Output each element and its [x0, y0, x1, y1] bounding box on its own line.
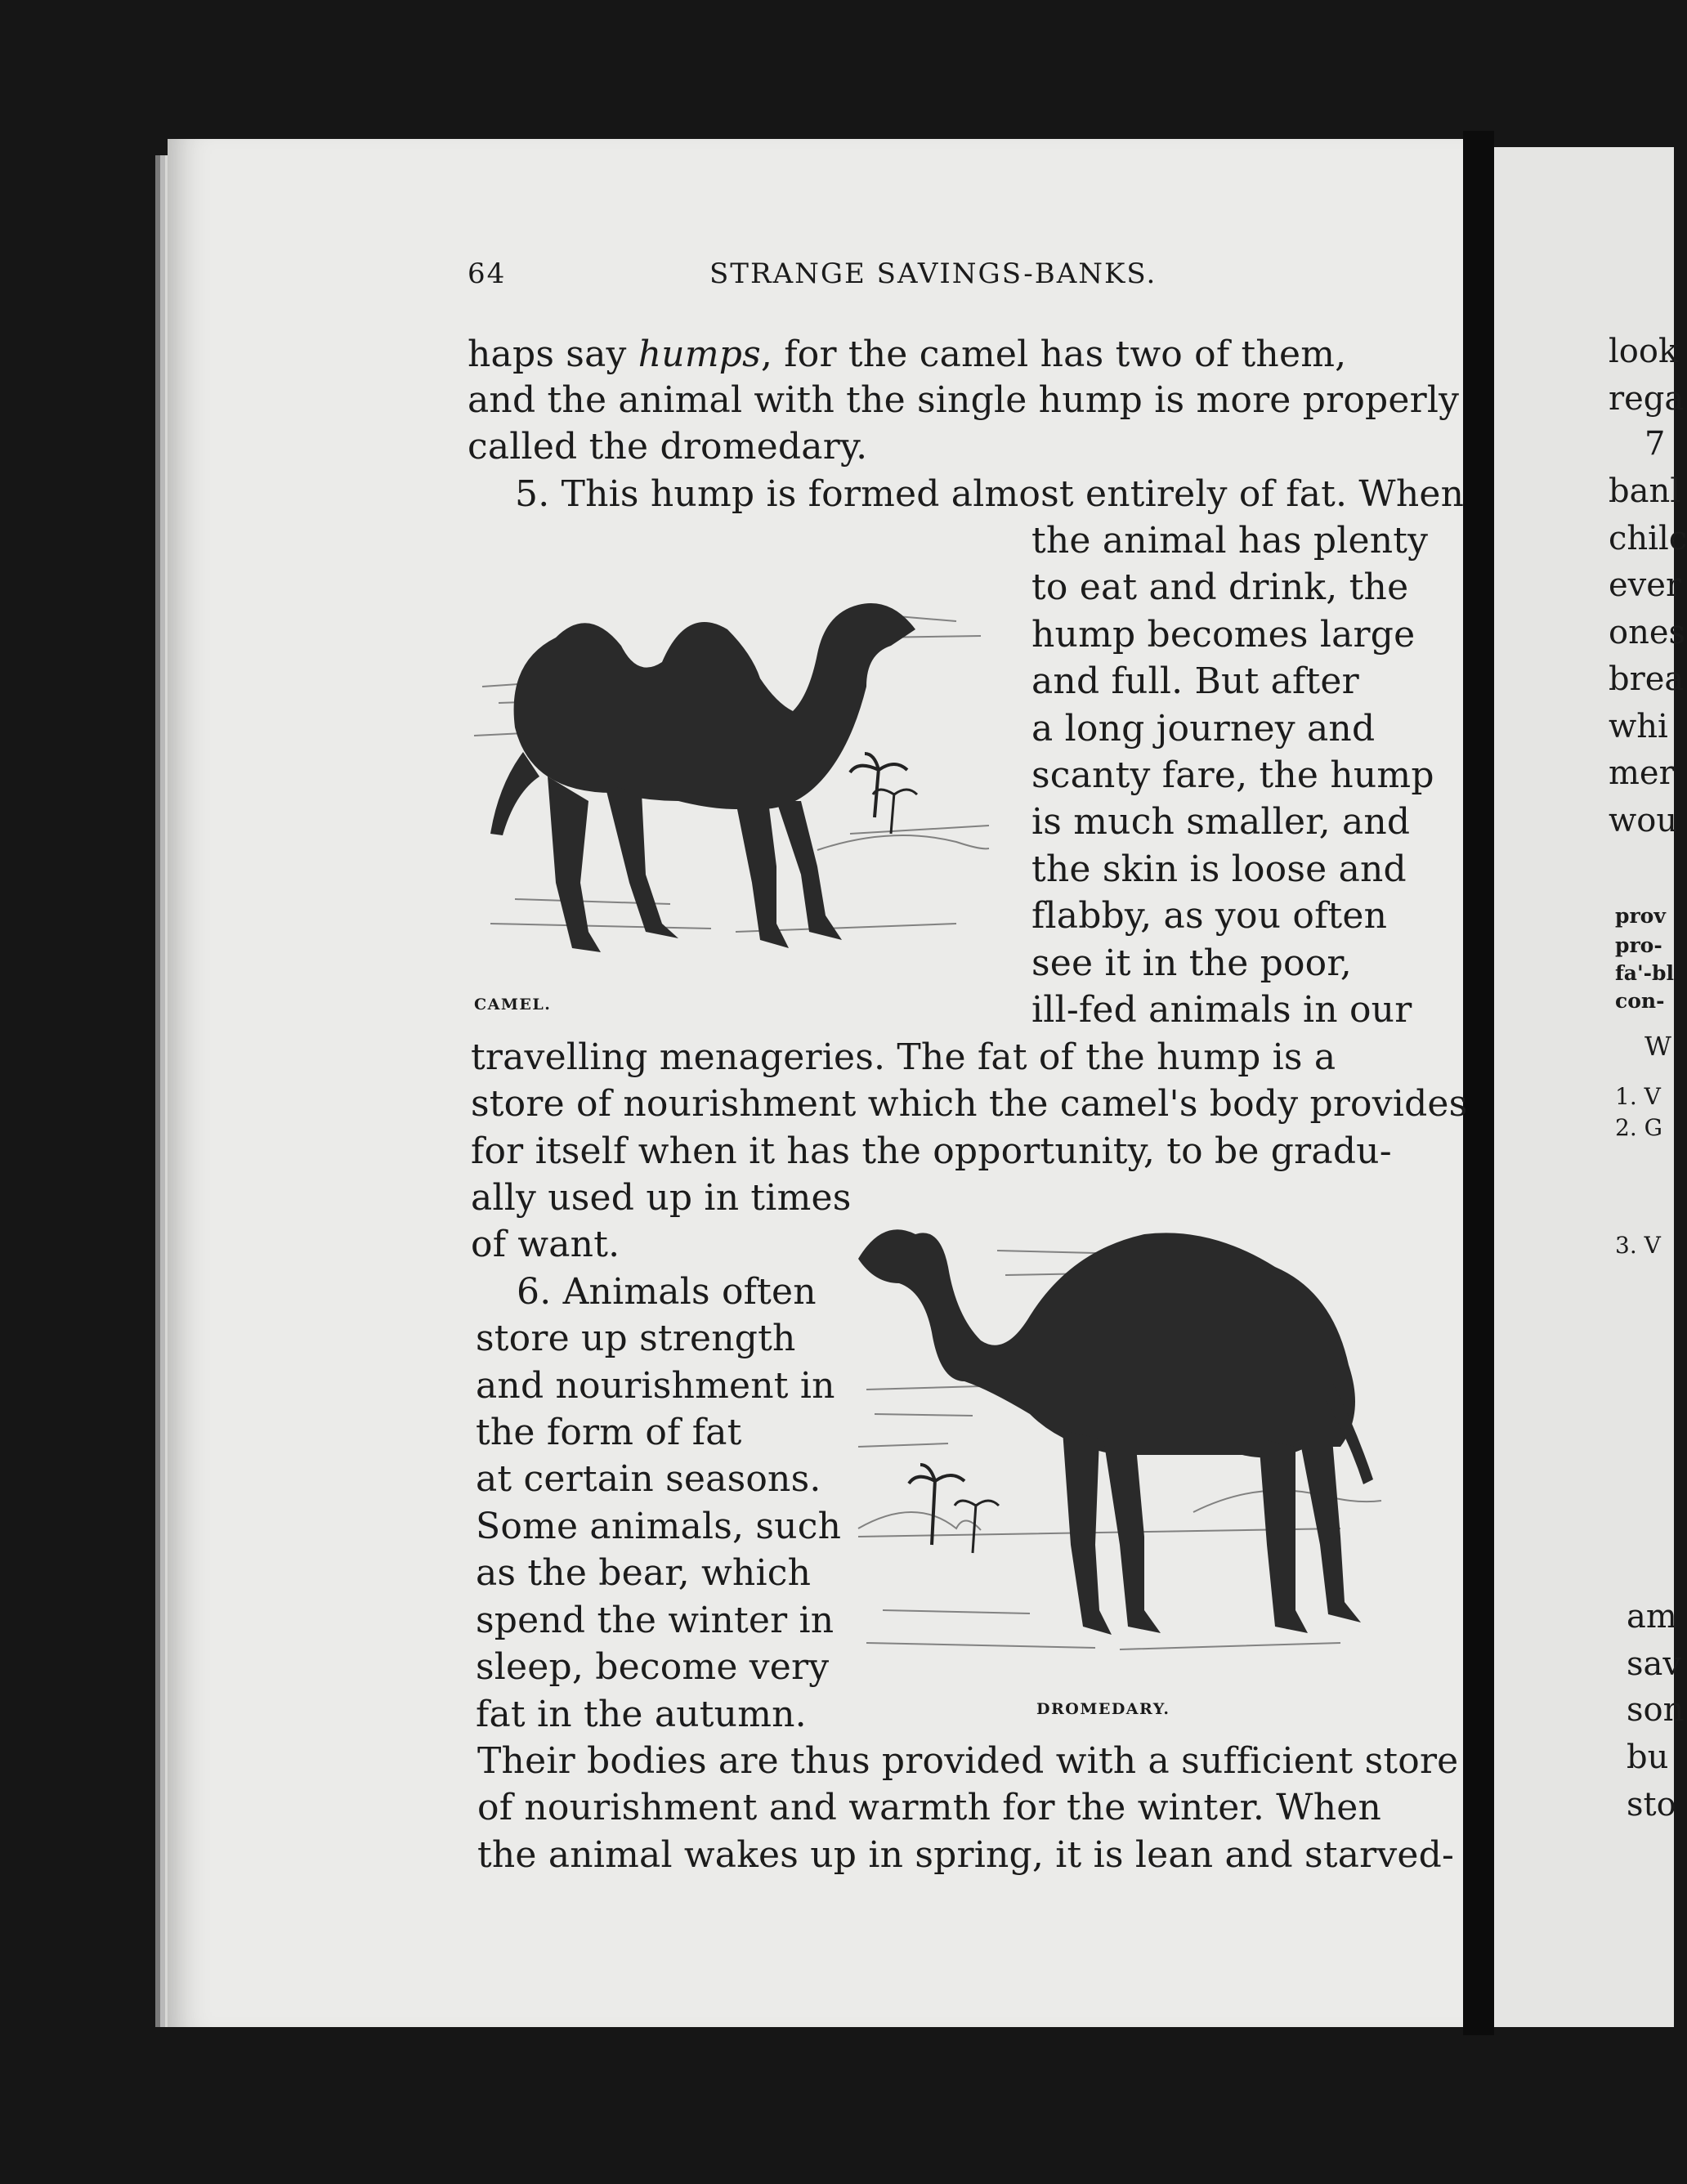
- text-line-24: the form of fat: [476, 1412, 742, 1453]
- right-bottom-2: sav: [1627, 1645, 1681, 1683]
- dromedary-caption: DROMEDARY.: [1036, 1700, 1170, 1718]
- text-line-22: store up strength: [476, 1318, 796, 1359]
- text-line-18: for itself when it has the opportunity, to be gradu-: [471, 1130, 1392, 1172]
- page-number: 64: [468, 257, 507, 290]
- text-line-11: is much smaller, and: [1031, 801, 1411, 843]
- right-text-9: whi: [1609, 708, 1668, 745]
- right-text-3: 7: [1644, 425, 1666, 463]
- text-line-2: and the animal with the single hump is more properly: [468, 379, 1460, 421]
- text-line-9: a long journey and: [1031, 708, 1376, 750]
- text-line-20: of want.: [471, 1224, 620, 1265]
- right-question-2: 2. G: [1615, 1114, 1662, 1141]
- right-text-11: wou: [1609, 802, 1678, 839]
- right-vocab-4: con-: [1615, 989, 1665, 1013]
- right-heading-w: W: [1644, 1031, 1671, 1062]
- right-text-8: brea: [1609, 660, 1685, 698]
- right-text-5: chilc: [1609, 520, 1687, 557]
- text-line-25: at certain seasons.: [476, 1458, 821, 1500]
- right-text-10: mer: [1609, 754, 1675, 792]
- text-line-28: spend the winter in: [476, 1600, 835, 1641]
- text-line-27: as the bear, which: [476, 1552, 812, 1594]
- text-line-16: travelling menageries. The fat of the hump is a: [471, 1036, 1336, 1078]
- text-line-6: to eat and drink, the: [1031, 566, 1409, 608]
- book-spine: [1463, 131, 1494, 2035]
- text-line-5: the animal has plenty: [1031, 520, 1429, 562]
- right-question-3: 3. V: [1615, 1232, 1661, 1259]
- right-question-1: 1. V: [1615, 1083, 1661, 1110]
- right-bottom-1: am: [1627, 1598, 1677, 1636]
- right-text-7: ones: [1609, 614, 1686, 651]
- dromedary-illustration: [850, 1202, 1389, 1692]
- text-line-23: and nourishment in: [476, 1365, 835, 1407]
- camel-illustration: [466, 539, 1005, 981]
- text-line-30: fat in the autumn.: [476, 1694, 807, 1735]
- text-line-17: store of nourishment which the camel's body provides: [471, 1083, 1468, 1125]
- text-line-32: of nourishment and warmth for the winter. When: [477, 1787, 1382, 1828]
- text-line-7: hump becomes large: [1031, 614, 1416, 656]
- text-line-4: 5. This hump is formed almost entirely of fat. When: [515, 473, 1465, 515]
- text-line-15: ill-fed animals in our: [1031, 989, 1412, 1031]
- right-bottom-3: son: [1627, 1691, 1685, 1729]
- text-line-1: haps say humps, for the camel has two of them,: [468, 333, 1347, 375]
- right-text-2: rega: [1609, 380, 1685, 418]
- text-line-26: Some animals, such: [476, 1506, 842, 1547]
- text-line-19: ally used up in times: [471, 1177, 852, 1219]
- text-line-13: flabby, as you often: [1031, 895, 1388, 937]
- right-text-6: ever: [1609, 566, 1682, 604]
- text-line-33: the animal wakes up in spring, it is lean and starved-: [477, 1834, 1455, 1876]
- text-line-3: called the dromedary.: [468, 426, 868, 468]
- right-vocab-1: prov: [1615, 904, 1666, 928]
- text-line-8: and full. But after: [1031, 660, 1359, 702]
- right-vocab-3: fa'-bl: [1615, 961, 1674, 985]
- text-line-31: Their bodies are thus provided with a sufficient store: [477, 1740, 1459, 1782]
- text-line-10: scanty fare, the hump: [1031, 754, 1434, 796]
- camel-caption: CAMEL.: [474, 996, 552, 1014]
- right-bottom-5: sto: [1627, 1786, 1676, 1824]
- right-vocab-2: pro-: [1615, 933, 1662, 957]
- text-line-29: sleep, become very: [476, 1646, 830, 1688]
- text-line-21: 6. Animals often: [517, 1271, 817, 1313]
- text-line-14: see it in the poor,: [1031, 942, 1352, 984]
- running-title: STRANGE SAVINGS-BANKS.: [709, 257, 1157, 290]
- right-text-1: look: [1609, 333, 1679, 370]
- text-line-12: the skin is loose and: [1031, 848, 1407, 890]
- right-text-4: banl: [1609, 472, 1681, 510]
- right-bottom-4: bu: [1627, 1739, 1669, 1776]
